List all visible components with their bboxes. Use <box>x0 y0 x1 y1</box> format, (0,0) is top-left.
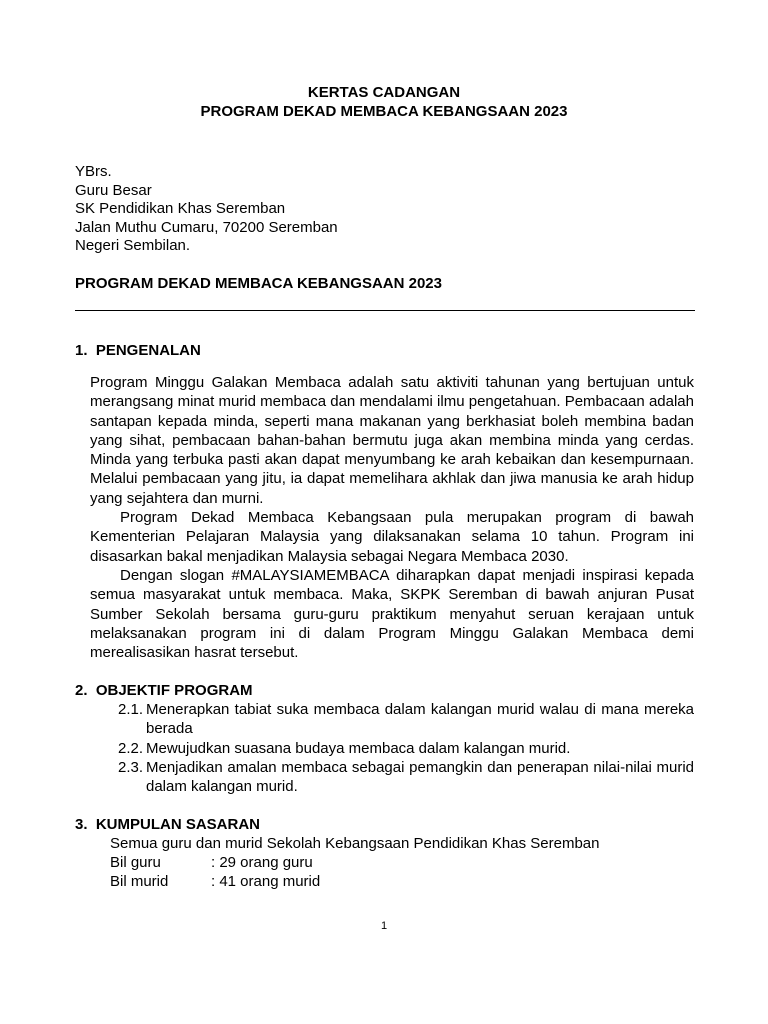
subject-line: PROGRAM DEKAD MEMBACA KEBANGSAAN 2023 <box>75 275 442 292</box>
objective-item <box>118 700 694 739</box>
section-heading: 2. OBJEKTIF PROGRAM <box>75 682 253 699</box>
section-heading: 1. PENGENALAN <box>75 342 201 359</box>
target-label: Bil guru <box>110 854 161 871</box>
page-number: 1 <box>380 920 388 932</box>
address-line: Negeri Sembilan. <box>75 237 191 255</box>
address-line: Guru Besar <box>75 181 152 199</box>
paragraph: Program Dekad Membaca Kebangsaan pula merupakan program di bawah Kementerian Pelajaran Malaysia yang dilaksanakan selama 10 tahun. Program ini disasarkan bakal menjadikan Malaysia sebagai Negara Membaca 2030. <box>90 509 694 565</box>
item-text: Menjadikan amalan membaca sebagai pemangkin dan penerapan nilai-nilai murid dalam kalangan murid. <box>146 759 694 796</box>
introduction-body <box>90 373 694 662</box>
section-heading: 3. KUMPULAN SASARAN <box>75 816 261 833</box>
target-value: : 41 orang murid <box>211 873 321 890</box>
address-block <box>75 163 338 256</box>
paragraph: Program Minggu Galakan Membaca adalah satu aktiviti tahunan yang bertujuan untuk merangsang minat murid membaca dan mendalami ilmu pengetahuan. Pembacaan adalah santapan kepada minda, seperti mana makanan yang berkhasiat boleh membina badan yang sihat, pembacaan bahan-bahan bermutu juga akan membina minda yang cerdas. Minda yang terbuka pasti akan dapat menyumbang ke arah kebaikan dan kesempurnaan. Melalui pembacaan yang jitu, ia dapat memelihara akhlak dan jiwa manusia ke arah hidup yang sejahtera dan murni. <box>90 374 694 507</box>
item-number: 2.3. <box>118 759 144 776</box>
divider <box>75 310 695 311</box>
target-intro: Semua guru dan murid Sekolah Kebangsaan Pendidikan Khas Seremban <box>110 835 600 852</box>
address-line: YBrs. <box>75 163 112 180</box>
address-line: Jalan Muthu Cumaru, 70200 Seremban <box>75 218 338 236</box>
target-value: : 29 orang guru <box>211 854 313 871</box>
item-text: Menerapkan tabiat suka membaca dalam kalangan murid walau di mana mereka berada <box>146 701 694 738</box>
item-text: Mewujudkan suasana budaya membaca dalam kalangan murid. <box>146 740 571 757</box>
objective-item <box>118 739 694 758</box>
paragraph: Dengan slogan #MALAYSIAMEMBACA diharapkan dapat menjadi inspirasi kepada semua masyarakat untuk membaca. Maka, SKPK Seremban di bawah anjuran Pusat Sumber Sekolah bersama guru-guru praktikum menyahut seruan kerajaan untuk melaksanakan program ini di dalam Program Minggu Galakan Membaca demi merealisasikan hasrat tersebut. <box>90 566 694 662</box>
document-subtitle: PROGRAM DEKAD MEMBACA KEBANGSAAN 2023 <box>200 103 568 120</box>
item-number: 2.1. <box>118 701 144 718</box>
target-label: Bil murid <box>110 873 169 890</box>
address-line: SK Pendidikan Khas Seremban <box>75 200 286 218</box>
objective-item <box>118 758 694 797</box>
document-title: KERTAS CADANGAN <box>307 84 461 101</box>
item-number: 2.2. <box>118 740 144 757</box>
